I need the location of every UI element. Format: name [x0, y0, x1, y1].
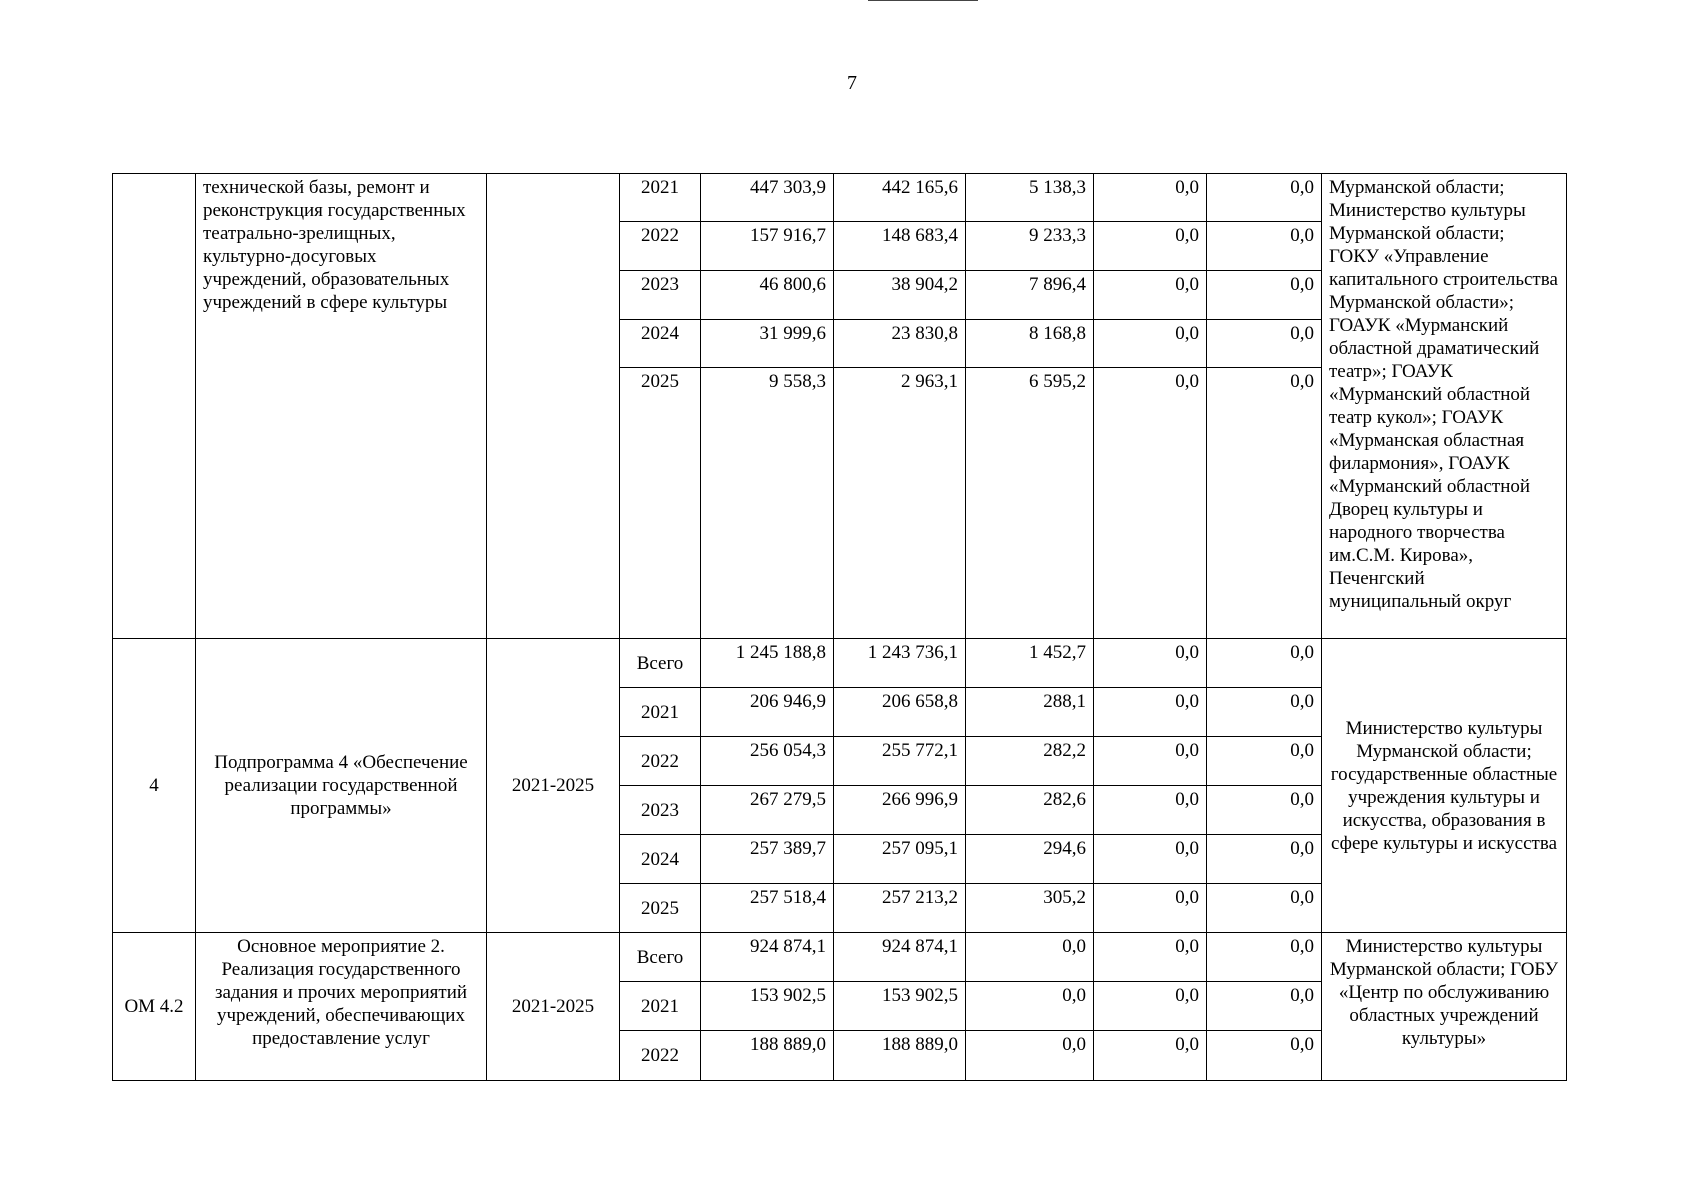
amount-local: 0,0 [1094, 1031, 1207, 1081]
amount-total: 1 245 188,8 [701, 639, 834, 688]
amount-total: 257 518,4 [701, 884, 834, 933]
row-index-cell [113, 174, 196, 639]
amount-federal: 7 896,4 [966, 271, 1094, 320]
amount-total: 267 279,5 [701, 786, 834, 835]
amount-other: 0,0 [1207, 1031, 1322, 1081]
year-cell: 2024 [620, 320, 701, 368]
row-description: Подпрограмма 4 «Обеспечение реализации государственной программы» [196, 639, 487, 933]
row-description: технической базы, ремонт и реконструкция государственных театрально-зрелищных, культурно-досуговых учреждений, образовательных учреждений в сфере культуры [196, 174, 487, 639]
amount-other: 0,0 [1207, 786, 1322, 835]
amount-other: 0,0 [1207, 639, 1322, 688]
amount-local: 0,0 [1094, 174, 1207, 222]
amount-regional: 924 874,1 [834, 933, 966, 982]
amount-total: 256 054,3 [701, 737, 834, 786]
year-cell: 2021 [620, 688, 701, 737]
amount-regional: 257 213,2 [834, 884, 966, 933]
amount-regional: 1 243 736,1 [834, 639, 966, 688]
year-cell: 2022 [620, 1031, 701, 1081]
amount-regional: 38 904,2 [834, 271, 966, 320]
amount-other: 0,0 [1207, 368, 1322, 639]
amount-other: 0,0 [1207, 271, 1322, 320]
amount-federal: 8 168,8 [966, 320, 1094, 368]
amount-other: 0,0 [1207, 835, 1322, 884]
amount-total: 157 916,7 [701, 222, 834, 271]
amount-federal: 6 595,2 [966, 368, 1094, 639]
top-scan-mark [868, 0, 978, 1]
year-cell: 2023 [620, 271, 701, 320]
budget-table [112, 173, 1567, 1081]
row-executors: Министерство культуры Мурманской области; государственные областные учреждения культуры и искусства, образования в сфере культуры и искусства [1322, 639, 1567, 933]
amount-local: 0,0 [1094, 884, 1207, 933]
amount-local: 0,0 [1094, 982, 1207, 1031]
amount-regional: 2 963,1 [834, 368, 966, 639]
amount-local: 0,0 [1094, 737, 1207, 786]
amount-regional: 255 772,1 [834, 737, 966, 786]
amount-total: 153 902,5 [701, 982, 834, 1031]
amount-total: 9 558,3 [701, 368, 834, 639]
row-executors: Министерство культуры Мурманской области; ГОБУ «Центр по обслуживанию областных учреждений культуры» [1322, 933, 1567, 1081]
amount-regional: 188 889,0 [834, 1031, 966, 1081]
row-period [487, 174, 620, 639]
year-cell: 2024 [620, 835, 701, 884]
amount-federal: 0,0 [966, 933, 1094, 982]
row-period: 2021-2025 [487, 639, 620, 933]
amount-federal: 1 452,7 [966, 639, 1094, 688]
amount-local: 0,0 [1094, 271, 1207, 320]
amount-federal: 9 233,3 [966, 222, 1094, 271]
amount-total: 46 800,6 [701, 271, 834, 320]
amount-regional: 206 658,8 [834, 688, 966, 737]
amount-local: 0,0 [1094, 320, 1207, 368]
amount-federal: 288,1 [966, 688, 1094, 737]
amount-local: 0,0 [1094, 688, 1207, 737]
amount-regional: 153 902,5 [834, 982, 966, 1031]
year-cell: Всего [620, 639, 701, 688]
amount-other: 0,0 [1207, 982, 1322, 1031]
amount-total: 257 389,7 [701, 835, 834, 884]
amount-local: 0,0 [1094, 222, 1207, 271]
amount-federal: 294,6 [966, 835, 1094, 884]
amount-local: 0,0 [1094, 933, 1207, 982]
table-row [113, 933, 1567, 982]
row-description: Основное мероприятие 2. Реализация государственного задания и прочих мероприятий учреждений, обеспечивающих предоставление услуг [196, 933, 487, 1081]
table-row [113, 174, 1567, 222]
amount-local: 0,0 [1094, 786, 1207, 835]
amount-regional: 23 830,8 [834, 320, 966, 368]
year-cell: 2025 [620, 368, 701, 639]
amount-other: 0,0 [1207, 174, 1322, 222]
year-cell: 2021 [620, 982, 701, 1031]
amount-total: 188 889,0 [701, 1031, 834, 1081]
amount-federal: 5 138,3 [966, 174, 1094, 222]
amount-local: 0,0 [1094, 368, 1207, 639]
amount-federal: 282,2 [966, 737, 1094, 786]
year-cell: 2022 [620, 737, 701, 786]
page-number: 7 [847, 72, 857, 94]
row-index-cell: 4 [113, 639, 196, 933]
amount-regional: 148 683,4 [834, 222, 966, 271]
amount-other: 0,0 [1207, 688, 1322, 737]
year-cell: 2022 [620, 222, 701, 271]
amount-federal: 0,0 [966, 1031, 1094, 1081]
amount-regional: 257 095,1 [834, 835, 966, 884]
amount-total: 447 303,9 [701, 174, 834, 222]
table-row [113, 639, 1567, 688]
amount-local: 0,0 [1094, 639, 1207, 688]
year-cell: 2023 [620, 786, 701, 835]
amount-federal: 282,6 [966, 786, 1094, 835]
year-cell: 2025 [620, 884, 701, 933]
amount-other: 0,0 [1207, 737, 1322, 786]
amount-federal: 305,2 [966, 884, 1094, 933]
amount-regional: 266 996,9 [834, 786, 966, 835]
row-period: 2021-2025 [487, 933, 620, 1081]
row-index-cell: ОМ 4.2 [113, 933, 196, 1081]
row-executors: Мурманской области; Министерство культуры Мурманской области; ГОКУ «Управление капитального строительства Мурманской области»; ГОАУК «Мурманский областной драматический театр»; ГОАУК «Мурманский областной театр кукол»; ГОАУК «Мурманская областная филармония», ГОАУК «Мурманский областной Дворец культуры и народного творчества им.С.М. Кирова», Печенгский муниципальный округ [1322, 174, 1567, 639]
amount-local: 0,0 [1094, 835, 1207, 884]
amount-other: 0,0 [1207, 320, 1322, 368]
amount-regional: 442 165,6 [834, 174, 966, 222]
amount-total: 206 946,9 [701, 688, 834, 737]
amount-total: 924 874,1 [701, 933, 834, 982]
year-cell: Всего [620, 933, 701, 982]
year-cell: 2021 [620, 174, 701, 222]
amount-other: 0,0 [1207, 933, 1322, 982]
amount-federal: 0,0 [966, 982, 1094, 1031]
amount-total: 31 999,6 [701, 320, 834, 368]
amount-other: 0,0 [1207, 884, 1322, 933]
amount-other: 0,0 [1207, 222, 1322, 271]
